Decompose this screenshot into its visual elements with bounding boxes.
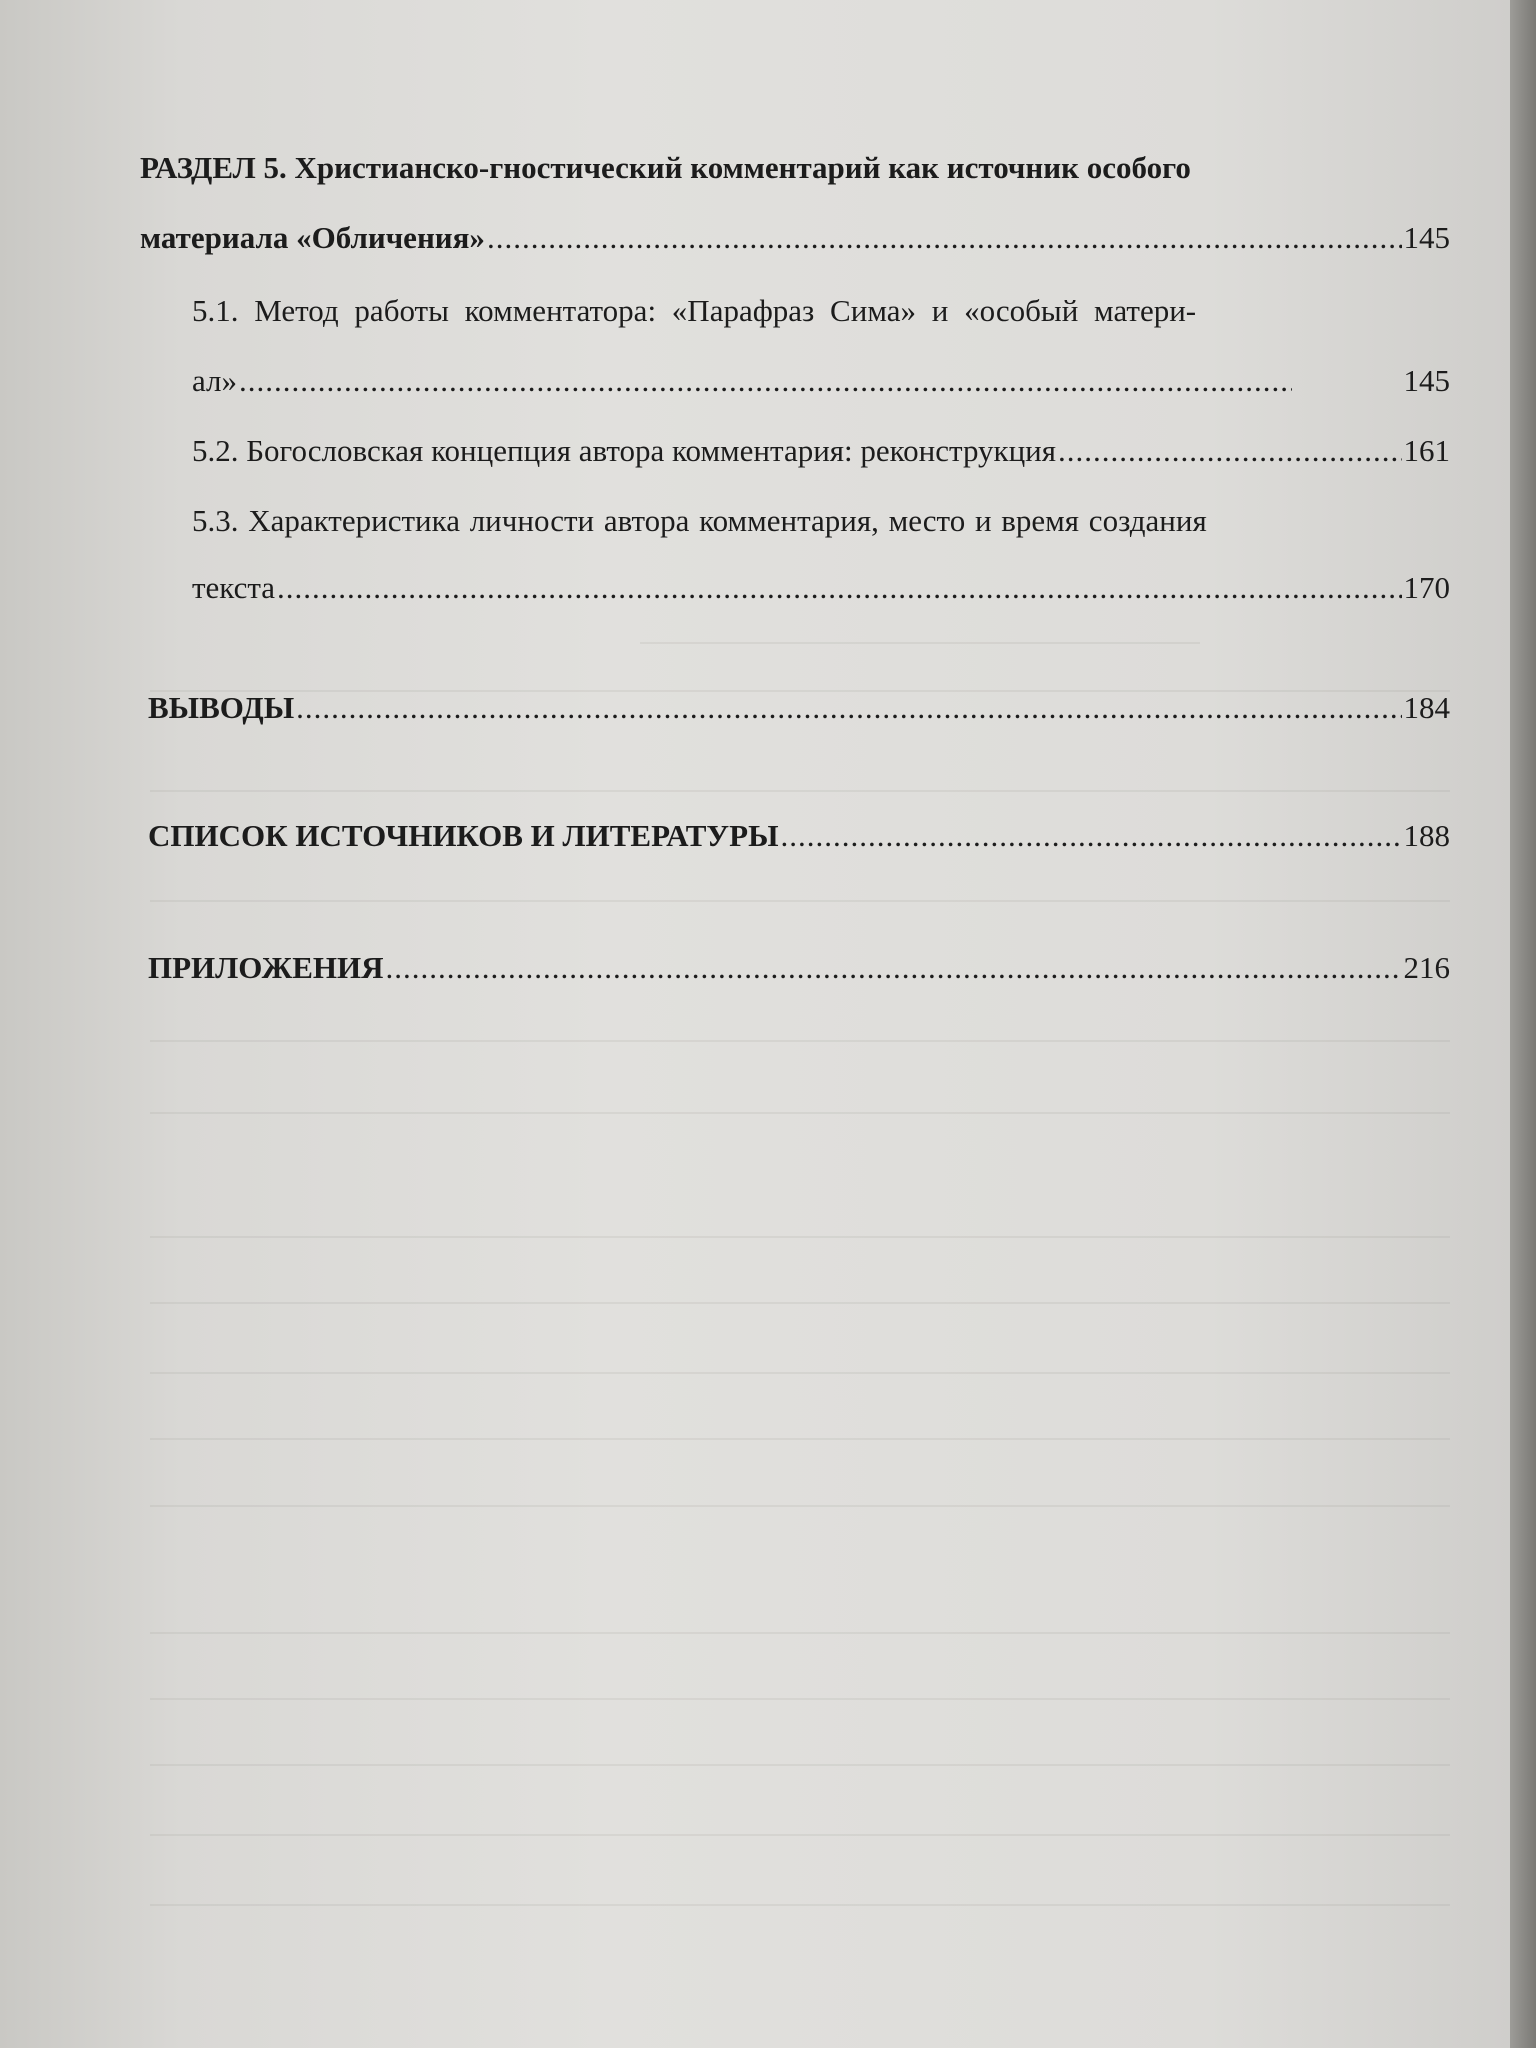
toc-item-5-2-page: 161	[1403, 433, 1450, 468]
toc-item-5-3-title: 5.3. Характеристика личности автора комментария, место и время создания	[192, 503, 1207, 538]
leader-dots	[239, 363, 1291, 399]
toc-item-5-3-line2	[192, 570, 1450, 614]
leader-dots	[1058, 433, 1401, 469]
toc-item-5-3-page: 170	[1403, 570, 1450, 605]
toc-item-5-3-title-cont: текста	[192, 570, 276, 605]
leader-dots	[386, 950, 1402, 986]
toc-conclusions-page: 184	[1403, 690, 1450, 725]
toc-bibliography-label: СПИСОК ИСТОЧНИКОВ И ЛИТЕРАТУРЫ	[148, 818, 779, 853]
toc-bibliography	[148, 818, 1450, 862]
toc-section5-title-line2	[140, 220, 1450, 264]
toc-appendices	[148, 950, 1450, 994]
page-edge-shadow	[1510, 0, 1536, 2048]
leader-dots	[487, 220, 1402, 256]
leader-dots	[781, 818, 1402, 854]
leader-dots	[296, 690, 1401, 726]
toc-item-5-1-line1	[192, 293, 1450, 337]
toc-bibliography-page: 188	[1403, 818, 1450, 853]
toc-item-5-1-title: 5.1. Метод работы комментатора: «Парафраз Сима» и «особый матери-	[192, 293, 1197, 328]
toc-item-5-2-title: 5.2. Богословская концепция автора комментария: реконструкция	[192, 433, 1057, 468]
toc-item-5-1-line2	[192, 363, 1450, 407]
toc-item-5-2	[192, 433, 1450, 477]
leader-dots	[277, 570, 1401, 606]
toc-item-5-1-title-cont: ал»	[192, 363, 238, 398]
toc-appendices-page: 216	[1403, 950, 1450, 985]
toc-item-5-3-line1	[192, 503, 1450, 547]
toc-item-5-1-page: 145	[1403, 363, 1450, 398]
toc-section5-title-cont: материала «Обличения»	[140, 220, 485, 255]
toc-section5-page: 145	[1403, 220, 1450, 255]
toc-appendices-label: ПРИЛОЖЕНИЯ	[148, 950, 384, 985]
toc-section5-title: РАЗДЕЛ 5. Христианско-гностический комментарий как источник особого	[140, 150, 1191, 185]
toc-conclusions	[148, 690, 1450, 734]
toc-conclusions-label: ВЫВОДЫ	[148, 690, 295, 725]
toc-section5-title-line1	[140, 150, 1450, 194]
